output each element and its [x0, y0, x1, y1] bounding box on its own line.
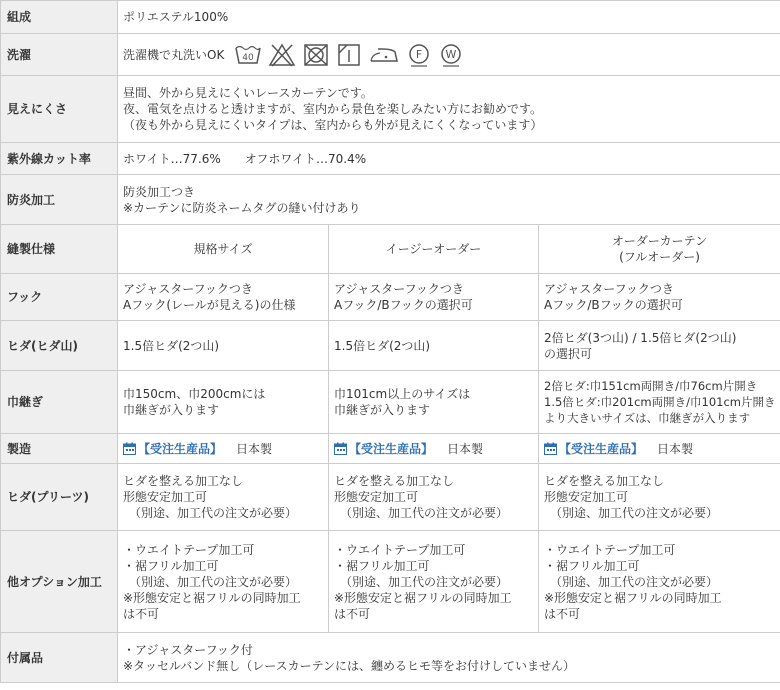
seam-full-order: 2倍ヒダ:巾151cm両開き/巾76cm片開き 1.5倍ヒダ:巾201cm両開き/巾101cm片開き より大きいサイズは、巾継ぎが入ります — [539, 371, 780, 434]
pleats-full-order: ヒダを整える加工なし 形態安定加工可 （別途、加工代の注文が必要） — [539, 464, 780, 531]
pleat-count-standard: 1.5倍ヒダ(2つ山) — [118, 321, 329, 371]
calendar-icon — [123, 442, 136, 455]
value-fireproof: 防炎加工つき ※カーテンに防炎ネームタグの縫い付けあり — [118, 175, 780, 225]
wash-temp-label: 40 — [242, 52, 255, 63]
seam-easy-order: 巾101cm以上のサイズは 巾継ぎが入ります — [329, 371, 539, 434]
no-tumble-dry-icon — [302, 42, 330, 68]
line-dry-shade-icon — [336, 42, 362, 68]
label-washing: 洗濯 — [1, 34, 118, 76]
label-hook: フック — [1, 274, 118, 321]
label-visibility: 見えにくさ — [1, 76, 118, 143]
origin-text: 日本製 — [236, 441, 273, 456]
label-uv-cut: 紫外線カット率 — [1, 143, 118, 175]
row-fireproof — [1, 175, 780, 225]
row-accessories — [1, 633, 780, 683]
label-sewing: 縫製仕様 — [1, 225, 118, 274]
column-standard-size: 規格サイズ — [118, 225, 329, 274]
calendar-icon — [544, 442, 557, 455]
label-pleats: ヒダ(プリーツ) — [1, 464, 118, 531]
hook-easy-order: アジャスターフックつき Aフック/Bフックの選択可 — [329, 274, 539, 321]
hook-full-order: アジャスターフックつき Aフック/Bフックの選択可 — [539, 274, 780, 321]
value-composition: ポリエステル100% — [118, 1, 780, 34]
label-seam: 巾継ぎ — [1, 371, 118, 434]
origin-text: 日本製 — [447, 441, 484, 456]
manufacture-full-order — [539, 434, 780, 464]
pleats-easy-order: ヒダを整える加工なし 形態安定加工可 （別途、加工代の注文が必要） — [329, 464, 539, 531]
column-easy-order: イージーオーダー — [329, 225, 539, 274]
row-composition — [1, 1, 780, 34]
label-pleat-count: ヒダ(ヒダ山) — [1, 321, 118, 371]
washing-text: 洗濯機で丸洗いOK — [123, 47, 225, 62]
row-pleats — [1, 464, 780, 531]
wash-40-icon — [234, 42, 262, 68]
value-accessories: ・アジャスターフック付 ※タッセルバンド無し（レースカーテンには、纏めるヒモ等をお付けしていません） — [118, 633, 780, 683]
hook-standard: アジャスターフックつき Aフック(レールが見える)の仕様 — [118, 274, 329, 321]
value-washing — [118, 34, 780, 76]
calendar-icon — [334, 442, 347, 455]
wetclean-label: W — [445, 47, 457, 61]
label-accessories: 付属品 — [1, 633, 118, 683]
manufacture-standard — [118, 434, 329, 464]
origin-text: 日本製 — [657, 441, 694, 456]
options-easy-order: ・ウエイトテープ加工可 ・裾フリル加工可 （別途、加工代の注文が必要） ※形態安定と裾フリルの同時加工 は不可 — [329, 531, 539, 633]
seam-standard: 巾150cm、巾200cmには 巾継ぎが入ります — [118, 371, 329, 434]
care-icons — [234, 42, 464, 68]
made-to-order-badge: 【受注生産品】 — [138, 441, 223, 456]
row-uv-cut — [1, 143, 780, 175]
row-pleat-count — [1, 321, 780, 371]
dryclean-f-icon — [406, 42, 432, 68]
pleats-standard: ヒダを整える加工なし 形態安定加工可 （別途、加工代の注文が必要） — [118, 464, 329, 531]
pleat-count-full-order: 2倍ヒダ(3つ山) / 1.5倍ヒダ(2つ山) の選択可 — [539, 321, 780, 371]
row-hook — [1, 274, 780, 321]
label-fireproof: 防炎加工 — [1, 175, 118, 225]
label-composition: 組成 — [1, 1, 118, 34]
row-manufacture — [1, 434, 780, 464]
made-to-order-badge: 【受注生産品】 — [559, 441, 644, 456]
value-visibility: 昼間、外から見えにくいレースカーテンです。 夜、電気を点けると透けますが、室内から景色を楽しみたい方にお勧めです。 （夜も外から見えにくいタイプは、室内からも外が見えにくくなっています） — [118, 76, 780, 143]
wetclean-w-icon — [438, 42, 464, 68]
row-washing — [1, 34, 780, 76]
options-full-order: ・ウエイトテープ加工可 ・裾フリル加工可 （別途、加工代の注文が必要） ※形態安定と裾フリルの同時加工 は不可 — [539, 531, 780, 633]
pleat-count-easy-order: 1.5倍ヒダ(2つ山) — [329, 321, 539, 371]
options-standard: ・ウエイトテープ加工可 ・裾フリル加工可 （別途、加工代の注文が必要） ※形態安定と裾フリルの同時加工 は不可 — [118, 531, 329, 633]
dryclean-label: F — [416, 47, 423, 61]
iron-low-icon — [368, 42, 400, 68]
column-full-order: オーダーカーテン (フルオーダー) — [539, 225, 780, 274]
no-bleach-icon — [268, 42, 296, 68]
row-visibility — [1, 76, 780, 143]
row-seam — [1, 371, 780, 434]
made-to-order-badge: 【受注生産品】 — [349, 441, 434, 456]
label-manufacture: 製造 — [1, 434, 118, 464]
row-sewing — [1, 225, 780, 274]
value-uv-cut: ホワイト…77.6% オフホワイト…70.4% — [118, 143, 780, 175]
row-other-options — [1, 531, 780, 633]
label-other-options: 他オプション加工 — [1, 531, 118, 633]
manufacture-easy-order — [329, 434, 539, 464]
